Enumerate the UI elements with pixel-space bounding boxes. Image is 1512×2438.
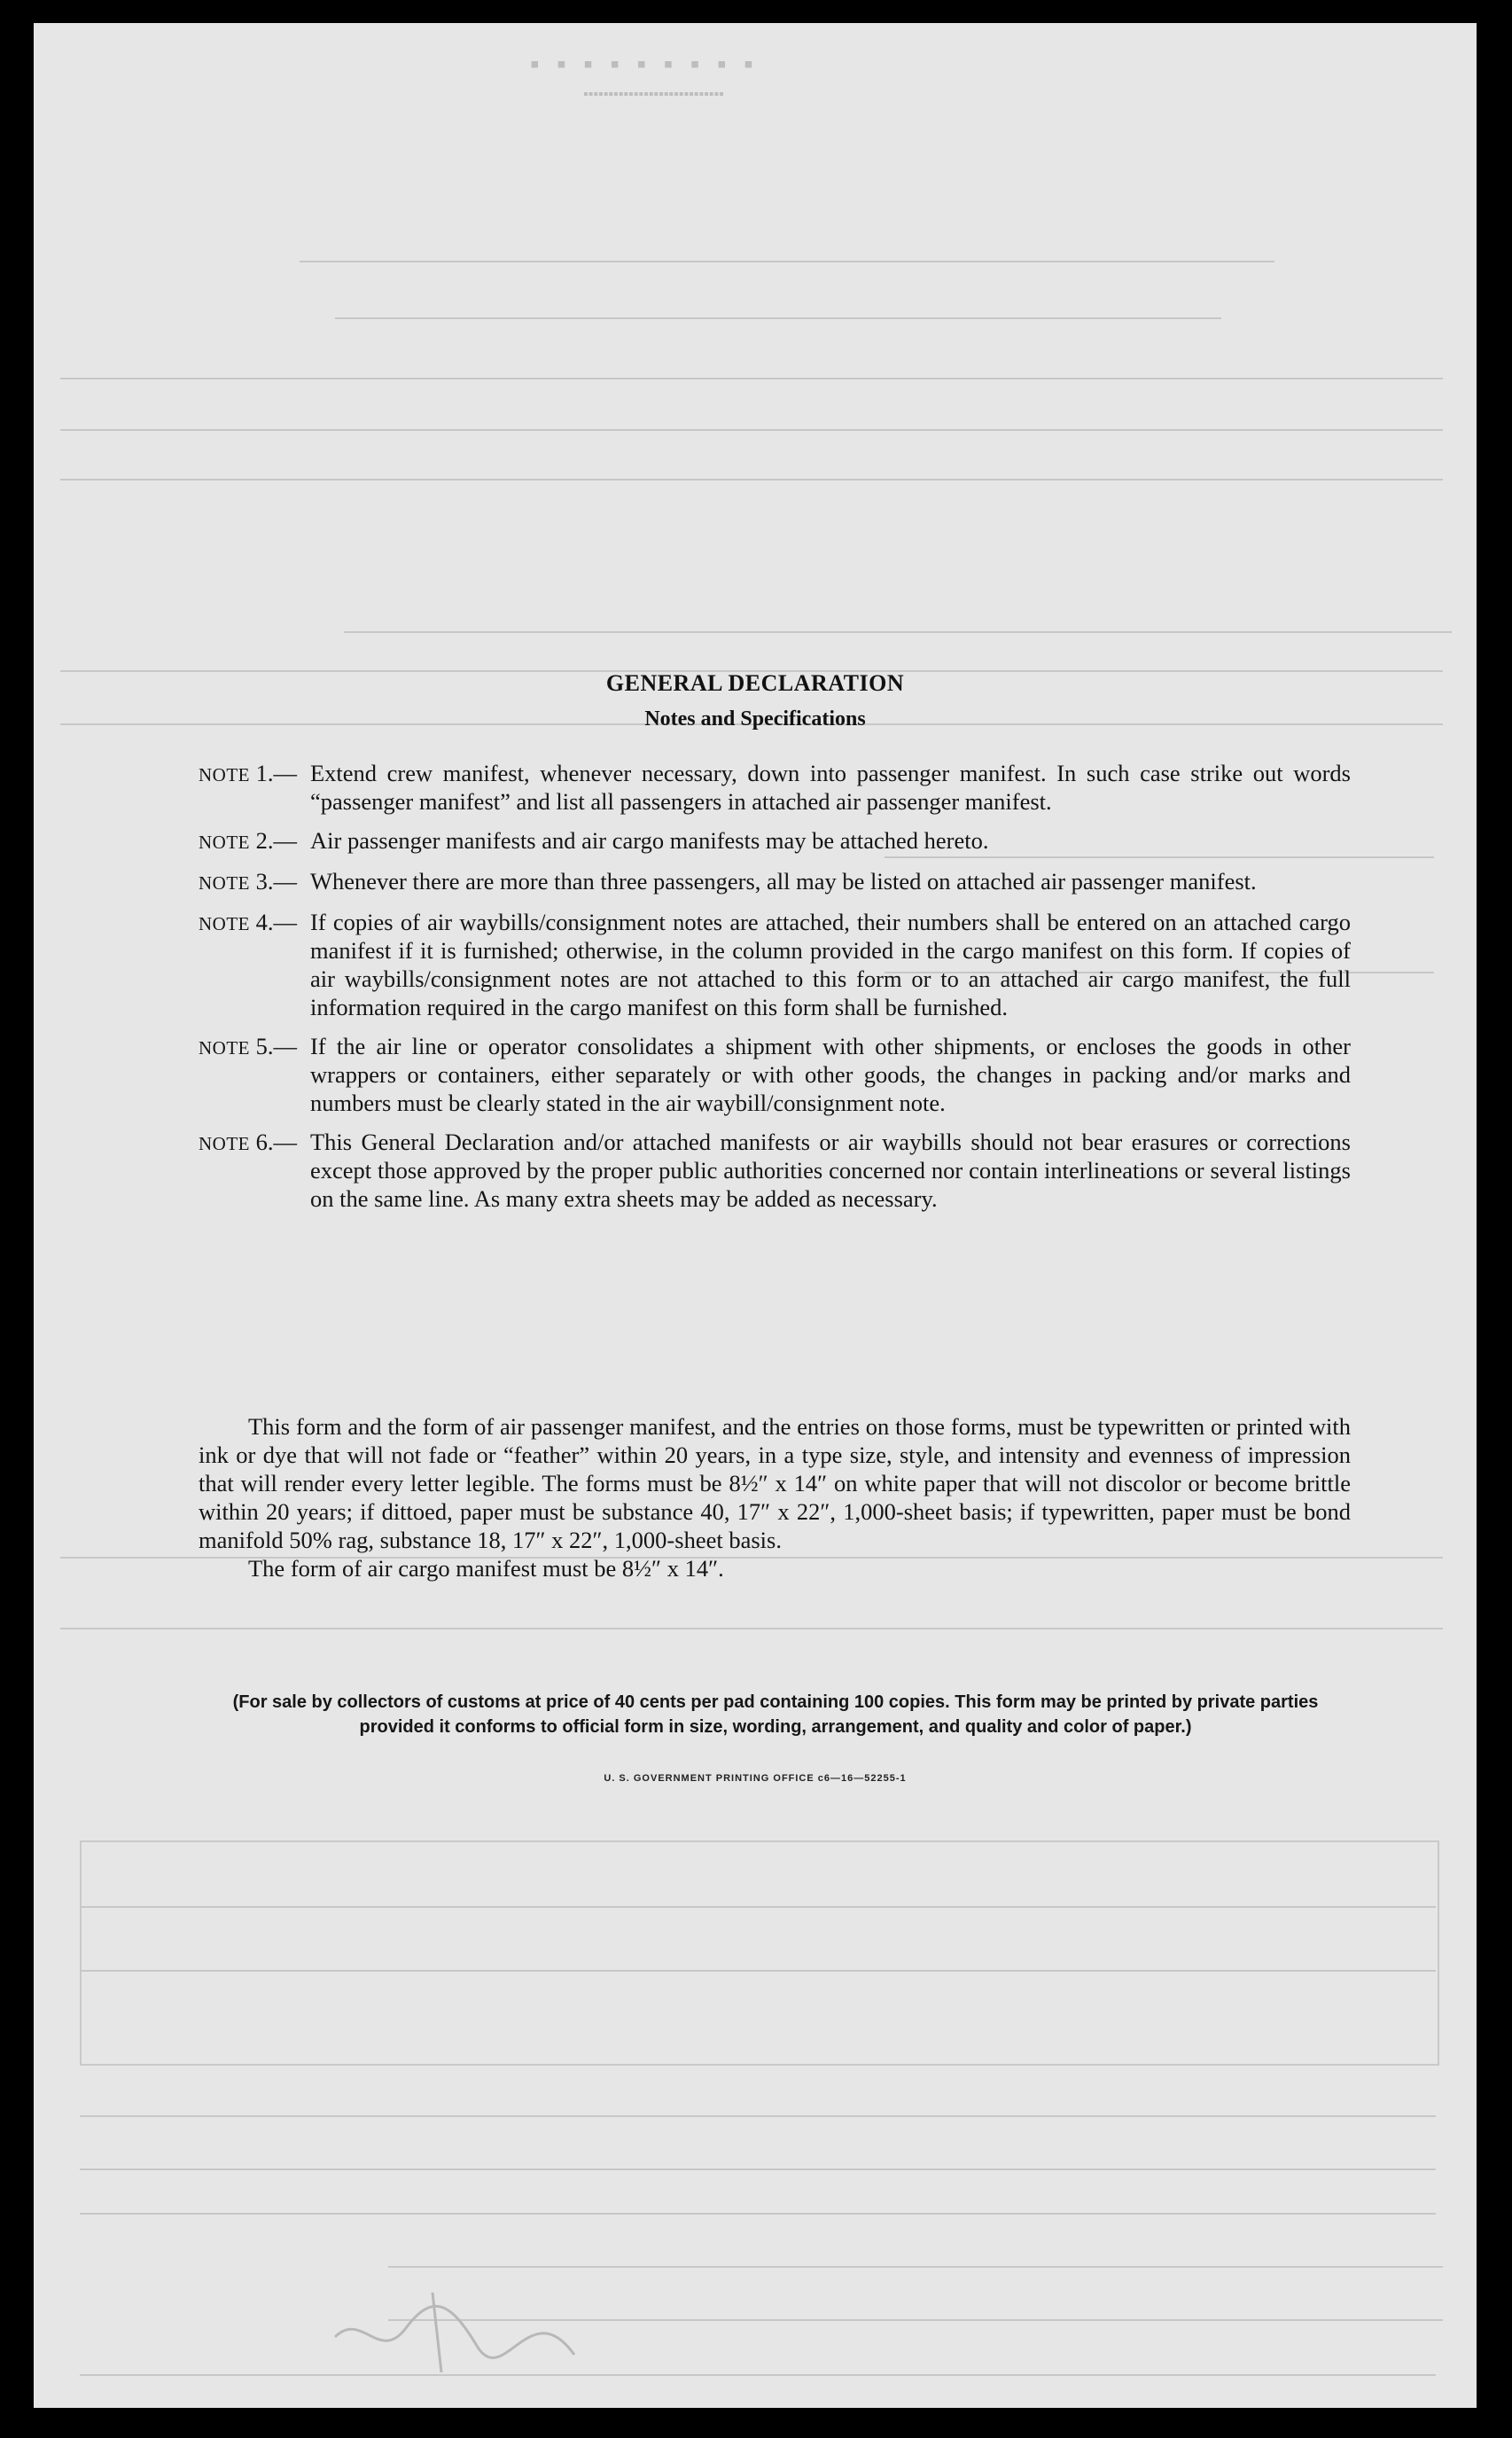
- printer-imprint: U. S. GOVERNMENT PRINTING OFFICE c6—16—52255-1: [604, 1773, 907, 1784]
- note-text: If copies of air waybills/consignment notes are attached, their numbers shall be entered on an attached cargo manifest if it is furnished; otherwise, in the column provided in the cargo manifest on this form. If copies of air waybills/consignment notes are not attached to this form or to an attached air cargo manifest, the full information required in the cargo manifest on this form shall be furnished.: [310, 909, 1351, 1020]
- note-label: NOTE: [199, 1037, 250, 1059]
- note-1: [199, 759, 1351, 816]
- note-label: NOTE: [199, 872, 250, 894]
- note-label: NOTE: [199, 1133, 250, 1154]
- note-number: 2.—: [255, 827, 297, 854]
- note-number: 3.—: [255, 868, 297, 895]
- note-3: [199, 867, 1351, 897]
- note-label: NOTE: [199, 832, 250, 853]
- note-label: NOTE: [199, 764, 250, 785]
- note-number: 1.—: [255, 760, 297, 786]
- specification-paragraph: This form and the form of air passenger manifest, and the entries on those forms, must be typewritten or printed with ink or dye that will not fade or “feather” within 20 years, in a type size, style, and intensity and evenness of impression that will render every letter legible. The forms must be 8½″ x 14″ on white paper that will not discolor or become brittle within 20 years; if dittoed, paper must be substance 40, 17″ x 22″, 1,000-sheet basis; if typewritten, paper must be bond manifold 50% rag, substance 18, 17″ x 22″, 1,000-sheet basis.: [199, 1413, 1351, 1553]
- note-number: 5.—: [255, 1033, 297, 1059]
- note-number: 6.—: [255, 1129, 297, 1155]
- note-number: 4.—: [255, 909, 297, 935]
- page-title: GENERAL DECLARATION: [605, 670, 905, 696]
- note-6: [199, 1128, 1351, 1213]
- notes-list: [199, 759, 1351, 1223]
- document-page: ▪ ▪ ▪ ▪ ▪ ▪ ▪ ▪ ▪ ▪▪▪▪▪▪▪▪▪▪▪▪▪▪▪▪▪▪▪▪▪▪▪▪▪▪▪▪ GENERAL DECLARATION Notes and Specifications NOTE 1.— Extend crew manifest, whenever necessary, down into passenger manifest. In such case strike out words “passenger manifest” and list all passengers in attached air passenger manifest. NOTE 2.— Air passenger manifests and air cargo manifests may be attached hereto. NOTE 3.— Whenever there are more than three passengers, all may be listed on attached air passenger manifest. NOTE 4.— If copies of air waybills/consignment notes are attached, their numbers shall be entered on an attached cargo manifest if it is furnished; otherwise, in the column provided in the cargo manifest on this form. If copies of air waybills/consignment notes are not attached to this form or to an attached air cargo manifest, the full information required in the cargo manifest on this form shall be furnished. NOTE 5.— If the air line or operator consolidates a shipment with other shipments, or encloses the goods in other wrappers or containers, either separately or with other goods, the changes in packing and/or marks and numbers must be clearly stated in the air waybill/consignment note. NOTE 6.— This General Declaration and/or attached manifests or air waybills should not bear erasures or corrections except those approved by the proper public authorities concerned nor contain interlineations or several listings on the same line. As many extra sheets may be added as necessary. This form and the form of air passenger manifest, and the entries on those forms, must be typewritten or printed with ink or dye that will not fade or “feather” within 20 years, in a type size, style, and intensity and evenness of impression that will render every letter legible. The forms must be 8½″ x 14″ on white paper that will not discolor or become brittle within 20 years; if dittoed, paper must be substance 40, 17″ x 22″, 1,000-sheet basis; if typewritten, paper must be bond manifold 50% rag, substance 18, 17″ x 22″, 1,000-sheet basis. The form of air cargo manifest must be 8½″ x 14″. (For sale by collectors of customs at price of 40 cents per pad containing 100 copies. This form may be printed by private parties provided it conforms to official form in size, wording, arrangement, and quality and color of paper.) U. S. GOVERNMENT PRINTING OFFICE c6—16—52255-1: [34, 23, 1477, 2408]
- note-text: This General Declaration and/or attached manifests or air waybills should not bear erasures or corrections except those approved by the proper public authorities concerned nor contain interlineations or several listings on the same line. As many extra sheets may be added as necessary.: [310, 1129, 1351, 1212]
- signature-bleed-icon: [326, 2275, 592, 2381]
- specification-block: [199, 1412, 1351, 1582]
- note-text: If the air line or operator consolidates a shipment with other shipments, or encloses the goods in other wrappers or containers, either separately or with other goods, the changes in packing and/or marks and numbers must be clearly stated in the air waybill/consignment note.: [310, 1033, 1351, 1116]
- note-5: [199, 1032, 1351, 1117]
- note-text: Air passenger manifests and air cargo manifests may be attached hereto.: [310, 827, 989, 854]
- note-label: NOTE: [199, 913, 250, 934]
- note-4: [199, 908, 1351, 1021]
- note-2: [199, 826, 1351, 856]
- page-subtitle: Notes and Specifications: [644, 707, 866, 731]
- sale-notice: (For sale by collectors of customs at price of 40 cents per pad containing 100 copies. This form may be printed by private parties provided it conforms to official form in size, wording, arrangement, and quality and color of paper.): [232, 1692, 1319, 1737]
- note-text: Extend crew manifest, whenever necessary, down into passenger manifest. In such case strike out words “passenger manifest” and list all passengers in attached air passenger manifest.: [310, 760, 1351, 815]
- cargo-manifest-size: The form of air cargo manifest must be 8½″ x 14″.: [248, 1555, 724, 1582]
- note-text: Whenever there are more than three passengers, all may be listed on attached air passenger manifest.: [310, 868, 1257, 895]
